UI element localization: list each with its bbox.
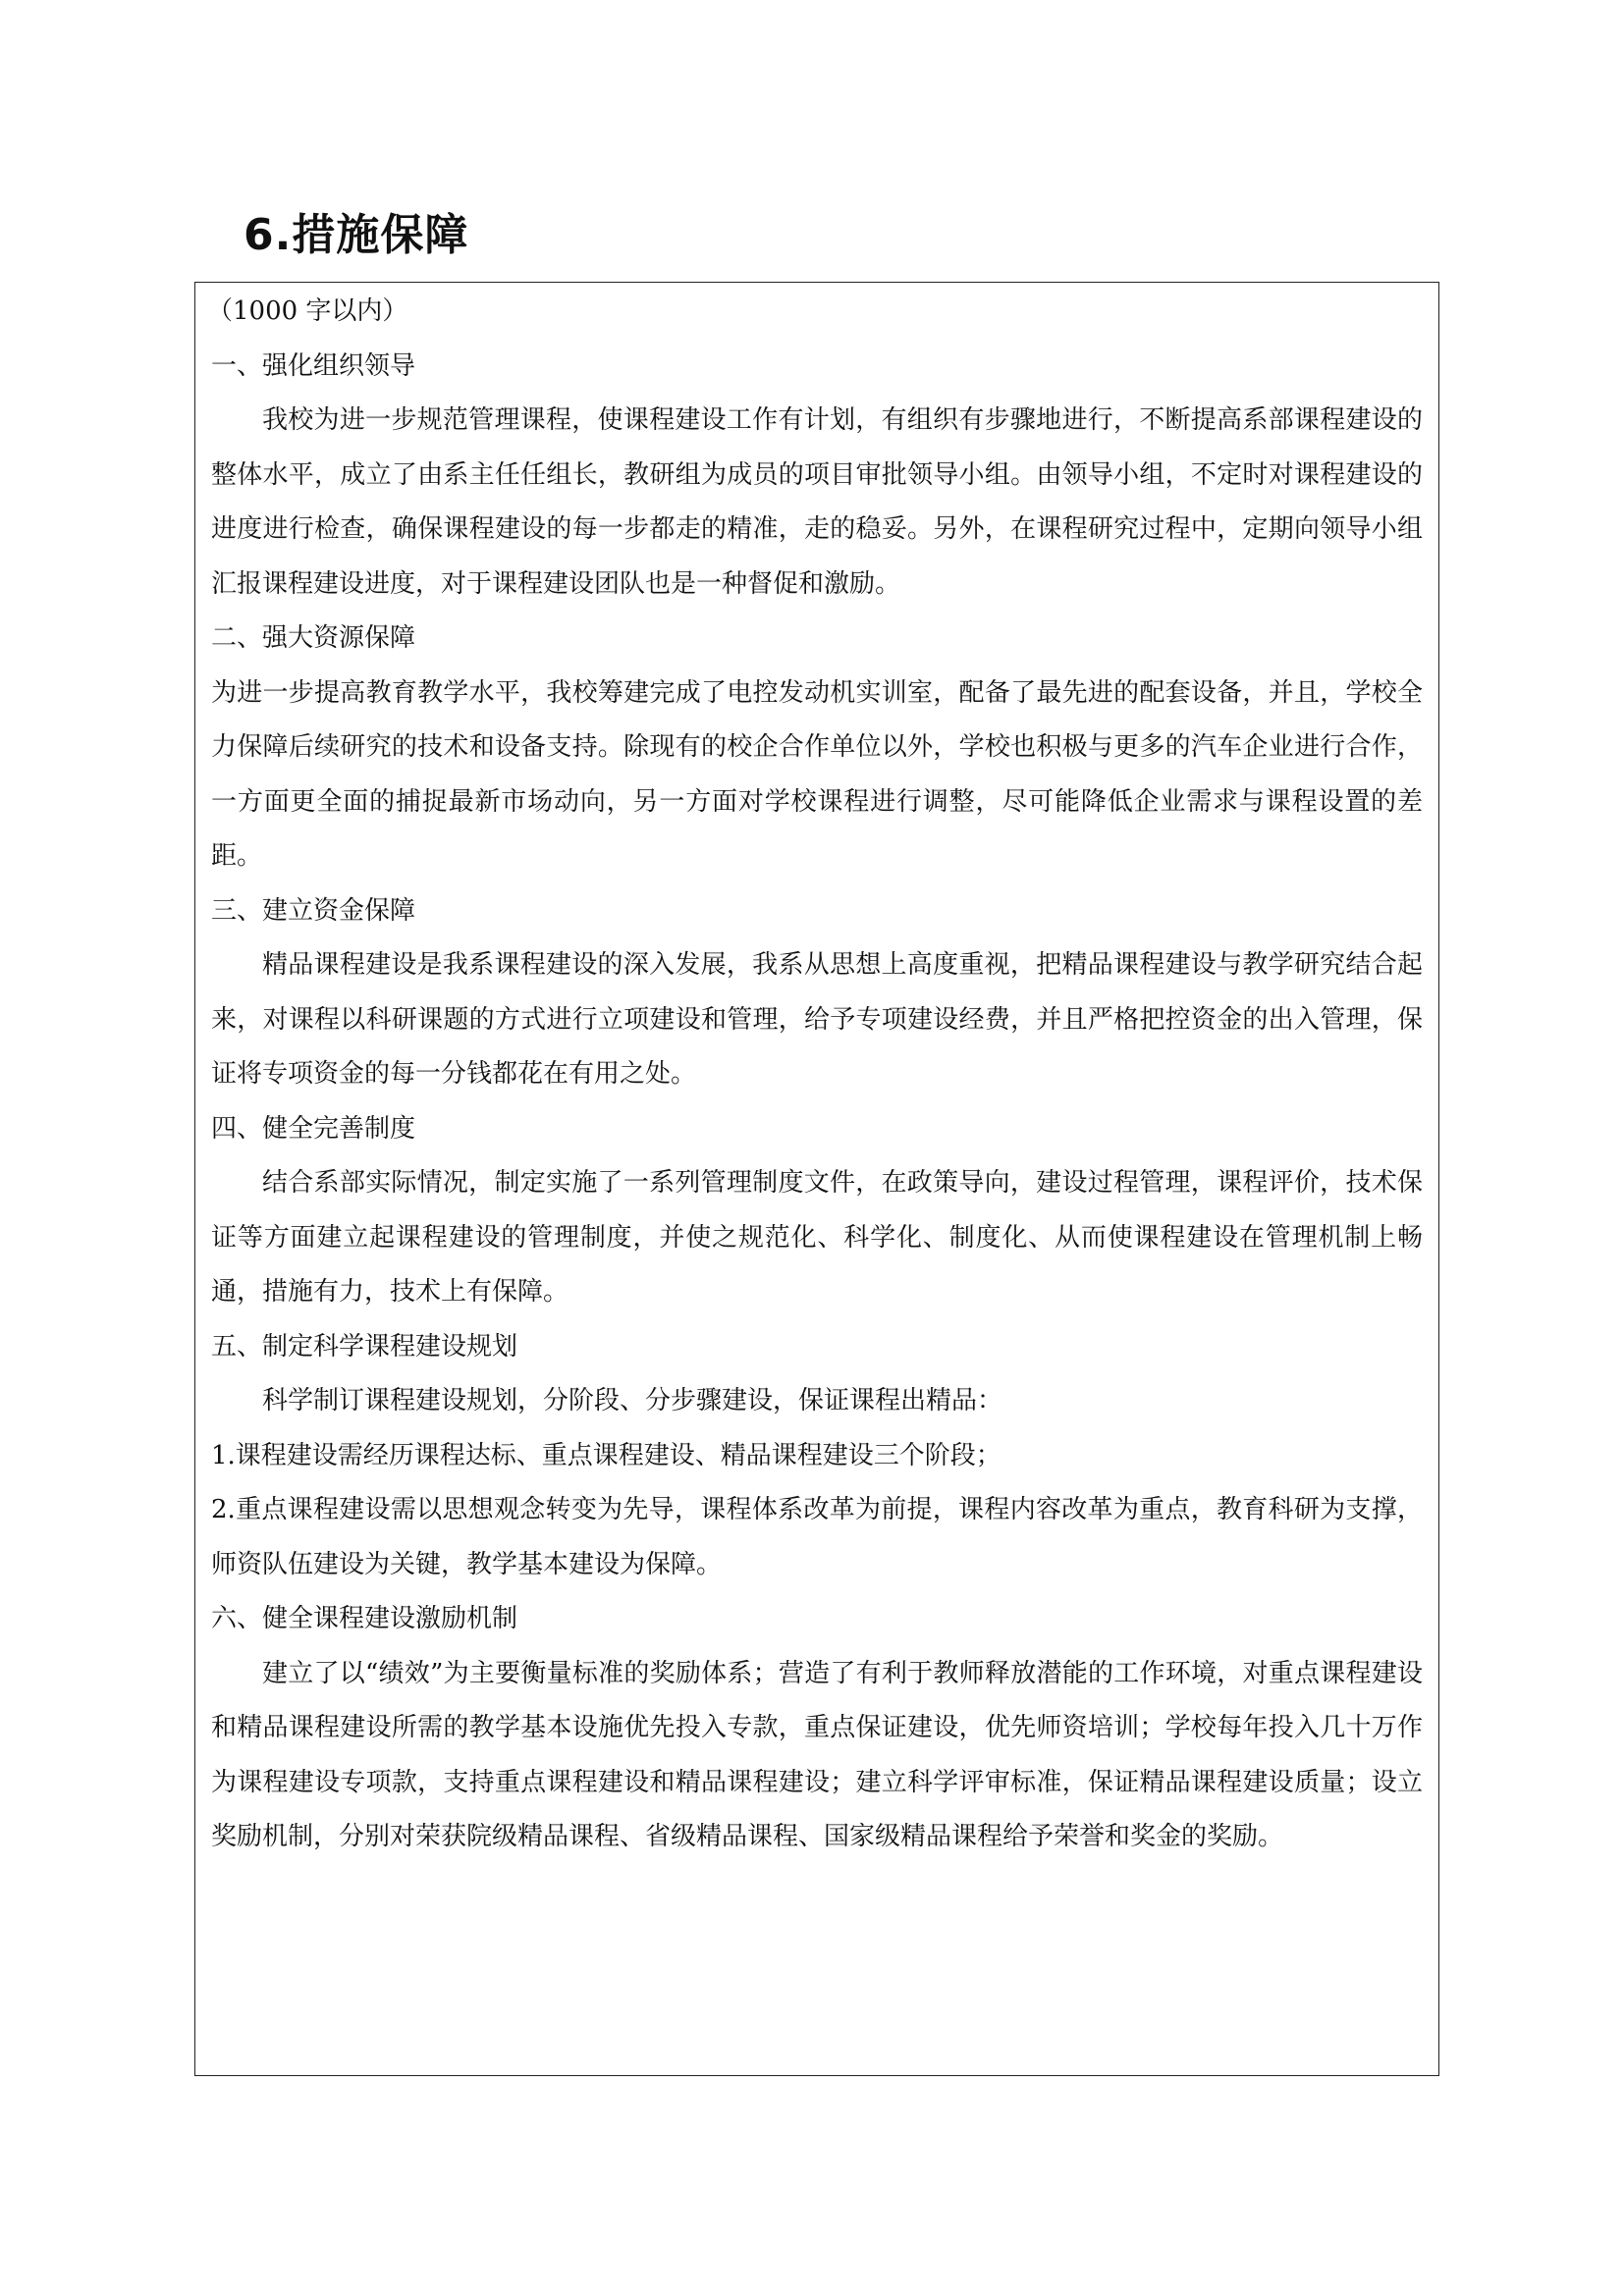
section-heading-6: 六、健全课程建设激励机制 <box>211 1604 518 1633</box>
section-paragraph: 我校为进一步规范管理课程，使课程建设工作有计划，有组织有步骤地进行，不断提高系部课程建设的整体水平，成立了由系主任任组长，教研组为成员的项目审批领导小组。由领导小组，不定时对课程建设的进度进行检查，确保课程建设的每一步都走的精准，走的稳妥。另外，在课程研究过程中，定期向领导小组汇报课程建设进度，对于课程建设团队也是一种督促和激励。 <box>211 405 1423 599</box>
section-paragraph: 精品课程建设是我系课程建设的深入发展，我系从思想上高度重视，把精品课程建设与教学研究结合起来，对课程以科研课题的方式进行立项建设和管理，给予专项建设经费，并且严格把控资金的出入管理，保证将专项资金的每一分钱都花在有用之处。 <box>211 950 1423 1089</box>
word-limit-note: （1000 字以内） <box>207 296 408 326</box>
numbered-item: 2.重点课程建设需以思想观念转变为先导，课程体系改革为前提，课程内容改革为重点，教育科研为支撑，师资队伍建设为关键，教学基本建设为保障。 <box>211 1495 1423 1579</box>
section-heading-1: 一、强化组织领导 <box>211 350 416 381</box>
section-paragraph: 结合系部实际情况，制定实施了一系列管理制度文件，在政策导向，建设过程管理，课程评价，技术保证等方面建立起课程建设的管理制度，并使之规范化、科学化、制度化、从而使课程建设在管理机制上畅通，措施有力，技术上有保障。 <box>211 1168 1423 1307</box>
section-heading-3: 三、建立资金保障 <box>211 895 416 926</box>
section-paragraph: 科学制订课程建设规划，分阶段、分步骤建设，保证课程出精品： <box>262 1386 1003 1415</box>
content-box <box>194 282 1439 2076</box>
section-paragraph: 建立了以“绩效”为主要衡量标准的奖励体系；营造了有利于教师释放潜能的工作环境，对重点课程建设和精品课程建设所需的教学基本设施优先投入专款，重点保证建设，优先师资培训；学校每年投入几十万作为课程建设专项款，支持重点课程建设和精品课程建设；建立科学评审标准，保证精品课程建设质量；设立奖励机制，分别对荣获院级精品课程、省级精品课程、国家级精品课程给予荣誉和奖金的奖励。 <box>211 1658 1423 1851</box>
section-title: 6.措施保障 <box>244 210 469 260</box>
section-heading-5: 五、制定科学课程建设规划 <box>211 1331 518 1362</box>
content-body <box>207 285 1423 1865</box>
section-heading-2: 二、强大资源保障 <box>211 623 416 653</box>
section-heading-4: 四、健全完善制度 <box>211 1113 416 1144</box>
section-paragraph: 为进一步提高教育教学水平，我校筹建完成了电控发动机实训室，配备了最先进的配套设备，并且，学校全力保障后续研究的技术和设备支持。除现有的校企合作单位以外，学校也积极与更多的汽车企业进行合作，一方面更全面的捕捉最新市场动向，另一方面对学校课程进行调整，尽可能降低企业需求与课程设置的差距。 <box>211 677 1423 871</box>
numbered-item: 1.课程建设需经历课程达标、重点课程建设、精品课程建设三个阶段； <box>211 1440 1001 1470</box>
